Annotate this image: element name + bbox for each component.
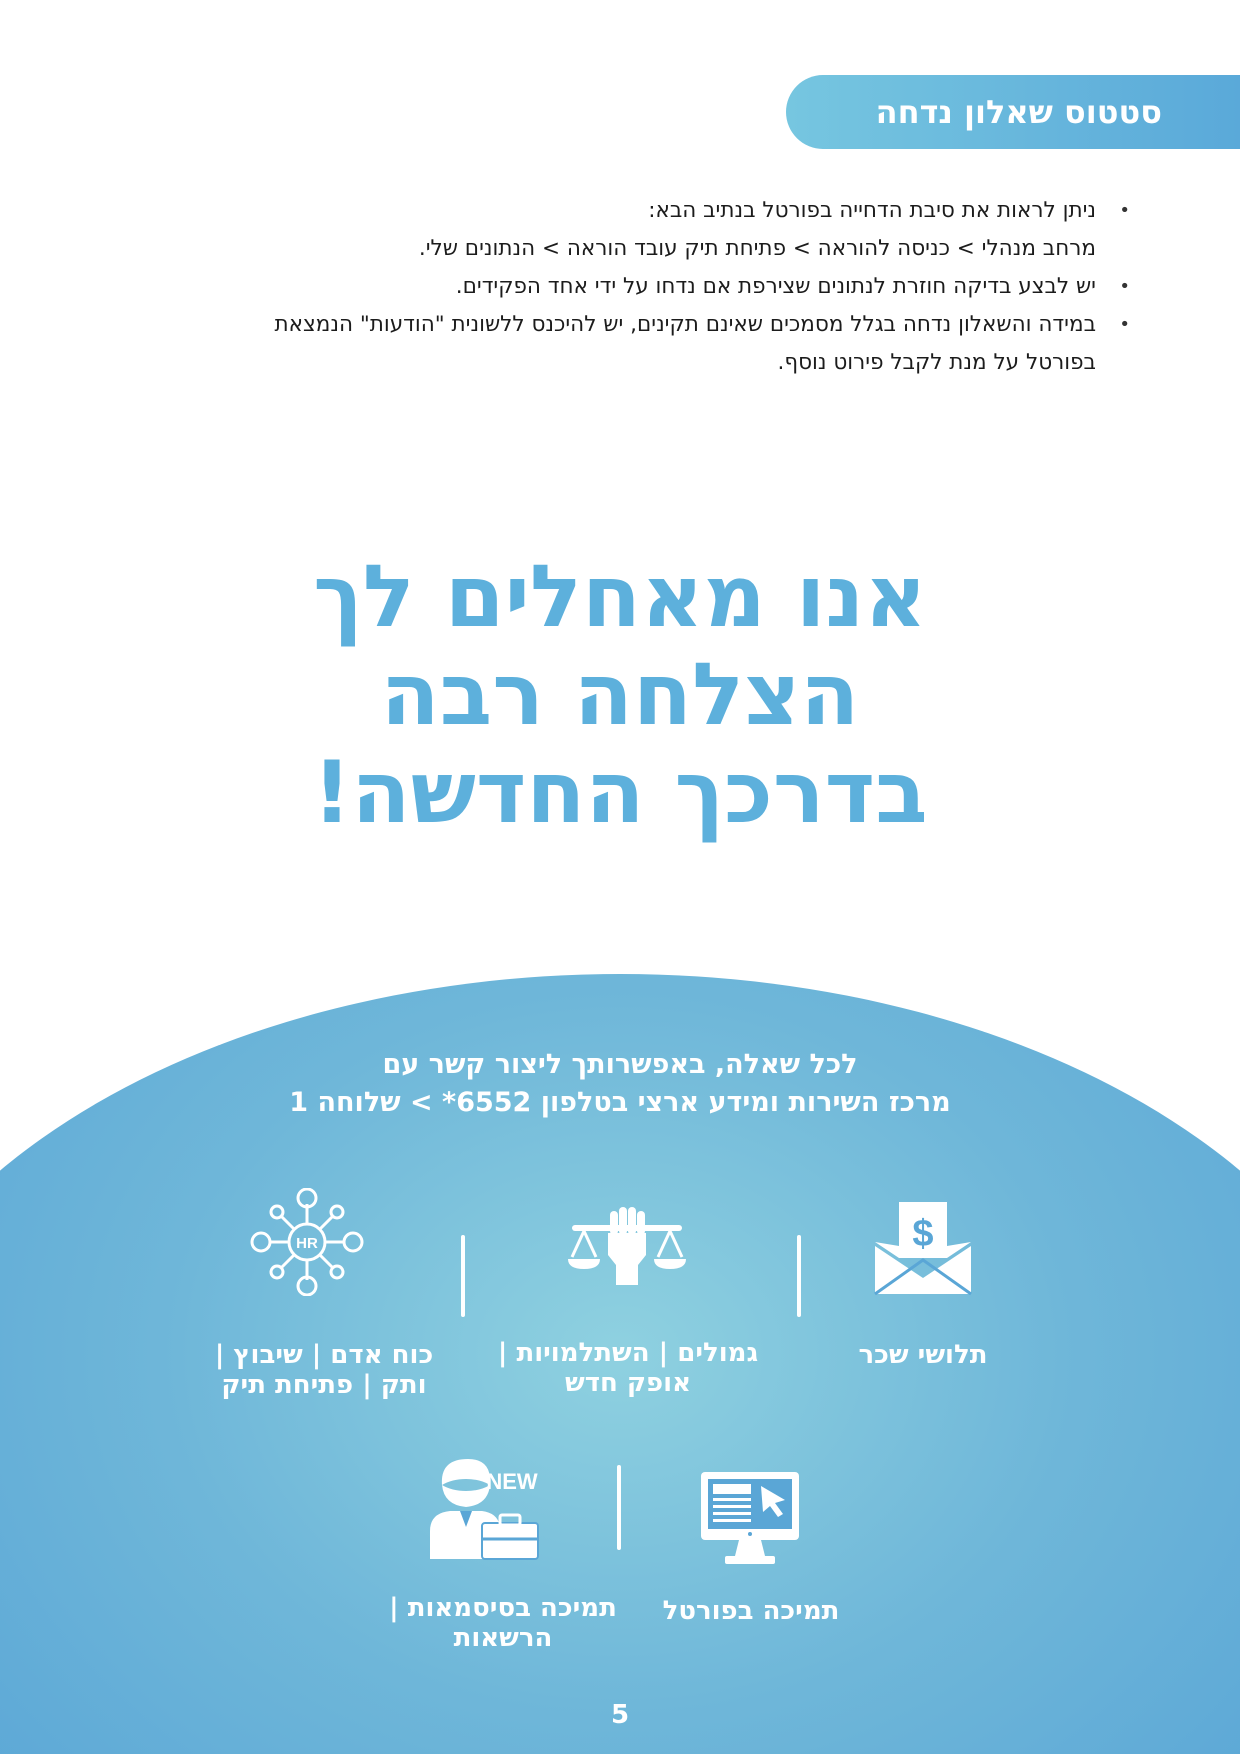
- service-payslips: [858, 1200, 988, 1370]
- headline-line: אנו מאחלים לך: [313, 547, 927, 647]
- list-item-text: מרחב מנהלי > כניסה להוראה > פתיחת תיק עובד הוראה > הנתונים שלי.: [418, 236, 1096, 261]
- justice-scale-fist-icon: [566, 1205, 688, 1287]
- service-passwords: [389, 1455, 617, 1653]
- bullet-icon: •: [1119, 276, 1130, 297]
- service-label-line: אופק חדש: [564, 1368, 691, 1398]
- service-benefits: [497, 1205, 759, 1398]
- contact-phone-line: מרכז השירות ומידע ארצי בטלפון 6552* > שלוחה 1: [289, 1087, 951, 1118]
- list-item-text: בפורטל על מנת לקבל פירוט נוסף.: [777, 350, 1096, 375]
- service-label: [458, 1338, 798, 1398]
- contact-line: לכל שאלה, באפשרותך ליצור קשר עם: [382, 1049, 858, 1080]
- service-label: [174, 1340, 474, 1400]
- svg-text:$: $: [912, 1213, 934, 1255]
- hr-network-icon: [250, 1188, 364, 1296]
- list-item-text: יש לבצע בדיקה חוזרת לנתונים שצירפת אם נדחו על ידי אחד הפקידים.: [455, 274, 1096, 299]
- service-label: תלושי שכר: [858, 1340, 988, 1370]
- success-headline: [0, 548, 1240, 842]
- service-label-line: גמולים | השתלמויות |: [497, 1338, 759, 1368]
- service-label-line: כוח אדם | שיבוץ |: [214, 1340, 434, 1370]
- computer-cursor-icon: [699, 1470, 801, 1566]
- service-hr: [214, 1188, 434, 1400]
- section-title: סטטוס שאלון נדחה: [786, 75, 1240, 149]
- service-label: [358, 1593, 648, 1653]
- list-item: [130, 268, 1130, 306]
- svg-text:NEW: NEW: [486, 1469, 538, 1494]
- bullet-icon: •: [1119, 314, 1130, 335]
- instructions-list: [130, 192, 1130, 382]
- service-portal: [662, 1470, 840, 1626]
- service-label: תמיכה בפורטל: [662, 1596, 840, 1626]
- headline-line: הצלחה רבה: [380, 645, 860, 745]
- contact-info: [0, 1046, 1240, 1122]
- svg-text:HR: HR: [296, 1235, 318, 1252]
- divider: [797, 1235, 801, 1317]
- list-item: [130, 306, 1130, 382]
- divider: [617, 1465, 621, 1550]
- new-employee-icon: [428, 1455, 540, 1561]
- list-item: [130, 192, 1130, 268]
- service-label-line: הרשאות: [453, 1623, 553, 1653]
- list-item-text: במידה והשאלון נדחה בגלל מסמכים שאינם תקינים, יש להיכנס ללשונית "הודעות" הנמצאת: [274, 312, 1096, 337]
- divider: [461, 1235, 465, 1317]
- list-item-text: ניתן לראות את סיבת הדחייה בפורטל בנתיב הבא:: [648, 198, 1096, 223]
- service-label-line: תמיכה בסיסמאות |: [389, 1593, 617, 1623]
- service-label-line: ותק | פתיחת תיק: [221, 1370, 427, 1400]
- bullet-icon: •: [1119, 200, 1130, 221]
- headline-line: בדרכך החדשה!: [312, 743, 928, 843]
- salary-envelope-icon: [871, 1200, 975, 1296]
- page-number: 5: [610, 1700, 630, 1730]
